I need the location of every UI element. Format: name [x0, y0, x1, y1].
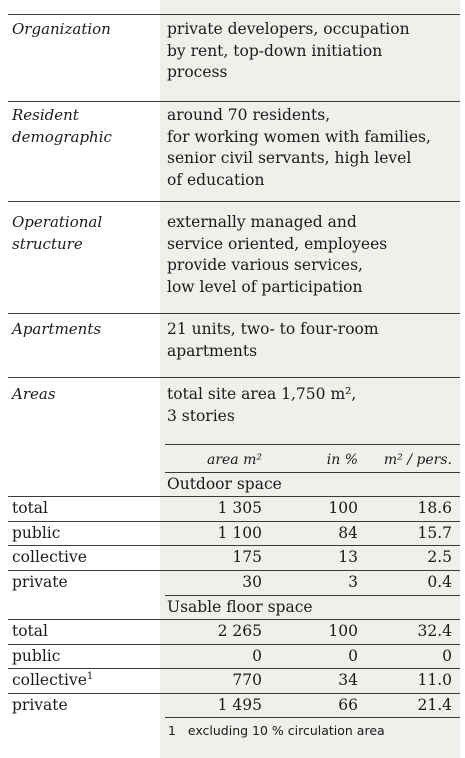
cell-area: 175	[232, 548, 262, 566]
divider	[8, 101, 460, 102]
desc-apartments: 21 units, two- to four-room apartments	[167, 320, 379, 360]
row-label-public: public	[12, 647, 61, 665]
cell-percent: 3	[348, 573, 358, 591]
table-bottom-rule	[165, 717, 460, 718]
cell-percent: 100	[328, 622, 358, 640]
cell-per-person: 0.4	[427, 573, 452, 591]
cell-area: 1 305	[217, 499, 262, 517]
divider	[8, 313, 460, 314]
cell-per-person: 2.5	[427, 548, 452, 566]
colhead-percent: in %	[326, 452, 358, 468]
colhead-area: area m²	[206, 452, 262, 468]
row-label-public: public	[12, 524, 61, 542]
cell-per-person: 15.7	[417, 524, 452, 542]
row-label-total: total	[12, 622, 48, 640]
label-areas: Areas	[12, 385, 56, 403]
cell-percent: 100	[328, 499, 358, 517]
top-rule	[8, 14, 460, 15]
desc-areas: total site area 1,750 m², 3 stories	[167, 385, 357, 425]
table-header-rule	[165, 444, 460, 445]
desc-resident-demographic: around 70 residents, for working women with families, senior civil servants, high level of education	[167, 106, 431, 189]
label-organization: Organization	[12, 20, 111, 38]
row-label-text: collective	[12, 671, 87, 689]
cell-percent: 34	[338, 671, 358, 689]
footnote: 1 excluding 10 % circulation area	[168, 723, 385, 738]
desc-operational-structure: externally managed and service oriented, employees provide various services, low level of participation	[167, 213, 388, 296]
cell-per-person: 11.0	[417, 671, 452, 689]
label-resident-demographic: Resident demographic	[12, 106, 112, 146]
cell-percent: 66	[338, 696, 358, 714]
cell-area: 1 100	[217, 524, 262, 542]
cell-area: 30	[242, 573, 262, 591]
divider	[8, 201, 460, 202]
label-operational-structure: Operational structure	[12, 213, 103, 253]
row-label-total: total	[12, 499, 48, 517]
cell-percent: 13	[338, 548, 358, 566]
cell-area: 1 495	[217, 696, 262, 714]
cell-per-person: 32.4	[417, 622, 452, 640]
cell-area: 0	[252, 647, 262, 665]
cell-per-person: 0	[442, 647, 452, 665]
cell-percent: 84	[338, 524, 358, 542]
cell-area: 770	[232, 671, 262, 689]
section-title-outdoor-space: Outdoor space	[167, 475, 282, 493]
row-label-collective	[12, 669, 93, 691]
row-label-private: private	[12, 573, 68, 591]
row-label-private: private	[12, 696, 68, 714]
cell-per-person: 21.4	[417, 696, 452, 714]
colhead-per-person: m² / pers.	[383, 452, 452, 468]
divider	[8, 377, 460, 378]
section-title-usable-floor-space: Usable floor space	[167, 598, 313, 616]
cell-percent: 0	[348, 647, 358, 665]
footnote-marker: 1	[86, 671, 94, 682]
desc-organization: private developers, occupation by rent, top-down initiation process	[167, 20, 410, 81]
row-label-collective: collective	[12, 548, 87, 566]
cell-area: 2 265	[217, 622, 262, 640]
label-apartments: Apartments	[12, 320, 102, 338]
cell-per-person: 18.6	[417, 499, 452, 517]
